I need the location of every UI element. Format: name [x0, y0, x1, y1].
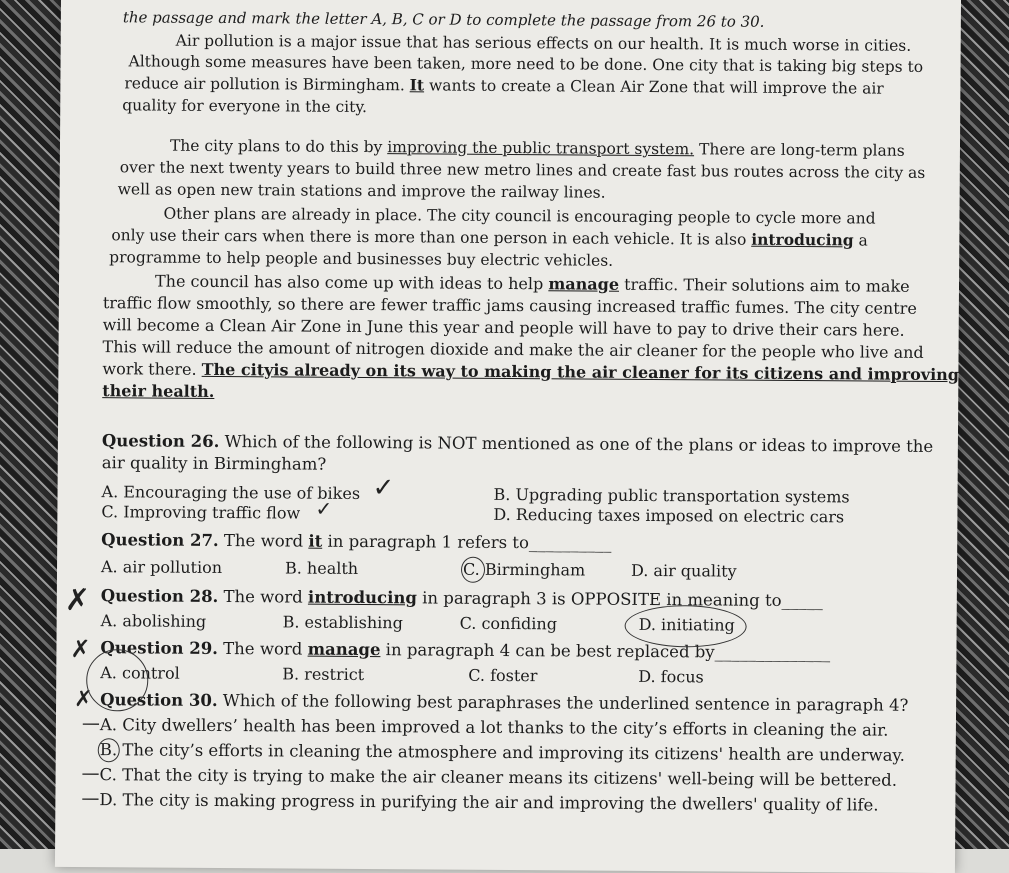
handwritten-cross-q28: ✗ — [64, 582, 91, 619]
circle-q29-a — [86, 649, 148, 711]
q29-option-d: D. focus — [638, 666, 704, 687]
p3-line-2: only use their cars when there is more than one person in each vehicle. It is also introducing a — [111, 226, 868, 250]
q27-stem: Question 27. The word it in paragraph 1 refers to__________ — [101, 530, 612, 553]
handwritten-dash-a: — — [81, 713, 101, 735]
instruction: the passage and mark the letter A, B, C or D to complete the passage from 26 to 30. — [122, 8, 765, 31]
handwritten-dash-c: — — [81, 763, 100, 785]
q28-option-c: C. confiding — [459, 613, 558, 634]
q28-option-b: B. establishing — [282, 612, 403, 633]
p1-line-1: Air pollution is a major issue that has serious effects on our health. It is much worse in cities. — [175, 31, 912, 55]
p4-line-3: will become a Clean Air Zone in June this year and people will have to pay to drive their cars here. — [102, 315, 905, 340]
handwritten-cross-q30: ✗ — [74, 686, 93, 713]
q26-option-b: B. Upgrading public transportation systems — [493, 484, 850, 507]
q29-option-b: B. restrict — [282, 664, 365, 685]
circle-q30-b — [98, 738, 120, 762]
q28-stem: Question 28. The word introducing in paragraph 3 is OPPOSITE in meaning to_____ — [100, 586, 823, 611]
q29-option-c: C. foster — [468, 665, 538, 686]
handwritten-check-mark-small: ✓ — [315, 496, 333, 521]
q30-option-c: C. That the city is trying to make the air cleaner means its citizens' well-being will be bettered. — [99, 765, 898, 790]
q30-stem: Question 30. Which of the following best paraphrases the underlined sentence in paragraph 4? — [100, 690, 909, 715]
underlined-sentence: The cityis already on its way to making the air cleaner for its citizens and improving — [201, 359, 960, 385]
q28-option-a: A. abolishing — [100, 611, 207, 631]
p3-line-3: programme to help people and businesses buy electric vehicles. — [109, 248, 614, 270]
handwritten-check-mark: ✓ — [372, 473, 395, 504]
p4-line-2: traffic flow smoothly, so there are fewer traffic jams causing increased traffic fumes. The city centre — [102, 293, 917, 318]
p2-line-1: The city plans to do this by improving the public transport system. There are long-term plans — [169, 136, 905, 160]
p1-line-3: reduce air pollution is Birmingham. It wants to create a Clean Air Zone that will improve the air — [124, 74, 884, 98]
p4-line-1: The council has also come up with ideas to help manage traffic. Their solutions aim to make — [154, 271, 910, 296]
underlined-word-introducing: introducing — [751, 229, 854, 250]
q26-option-a: A. Encouraging the use of bikes — [101, 482, 361, 503]
q30-option-b: B. The city’s efforts in cleaning the atmosphere and improving its citizens' health are underway. — [99, 740, 905, 765]
q28-option-d: D. initiating — [638, 614, 735, 635]
q26-stem-line-1: Question 26. Which of the following is NOT mentioned as one of the plans or ideas to improve the — [101, 431, 934, 456]
q27-option-c: C. Birmingham — [462, 559, 586, 580]
underlined-word-manage: manage — [548, 274, 620, 294]
p2-line-3: well as open new train stations and improve the railway lines. — [117, 180, 606, 202]
q29-option-a: A. control — [100, 663, 180, 683]
handwritten-dash-d: — — [81, 788, 100, 810]
q27-option-a: A. air pollution — [100, 557, 223, 578]
p2-line-2: over the next twenty years to build three new metro lines and create fast bus routes across the city as — [119, 158, 926, 182]
handwritten-cross-q29: ✗ — [70, 634, 91, 664]
q26-option-c: C. Improving traffic flow — [101, 502, 301, 523]
circle-q27-c — [461, 557, 485, 583]
p1-line-2: Although some measures have been taken, more need to be done. One city that is taking big steps to — [128, 52, 924, 76]
q29-stem: Question 29. The word manage in paragraph 4 can be best replaced by______________ — [100, 638, 831, 663]
q30-option-d: D. The city is making progress in purifying the air and improving the dwellers' quality of life. — [99, 790, 879, 815]
worksheet-page — [55, 0, 961, 873]
p4-line-4: This will reduce the amount of nitrogen dioxide and make the air cleaner for the people who live and — [102, 337, 924, 362]
q27-option-d: D. air quality — [630, 560, 737, 581]
p1-line-4: quality for everyone in the city. — [122, 96, 368, 117]
p4-line-6: their health. — [102, 381, 215, 401]
circle-q28-d — [624, 605, 746, 648]
q30-option-a: A. City dwellers’ health has been improved a lot thanks to the city’s efforts in cleaning the air. — [99, 715, 889, 740]
q26-stem-line-2: air quality in Birmingham? — [101, 453, 327, 474]
underlined-word-it: It — [409, 75, 425, 95]
q26-option-d: D. Reducing taxes imposed on electric cars — [493, 504, 845, 527]
p4-line-5: work there. The cityis already on its way to making the air cleaner for its citizens and improving — [102, 359, 960, 385]
p3-line-1: Other plans are already in place. The city council is encouraging people to cycle more and — [163, 204, 876, 228]
underlined-phrase-transport: improving the public transport system. — [387, 138, 695, 159]
q27-option-b: B. health — [284, 558, 359, 578]
